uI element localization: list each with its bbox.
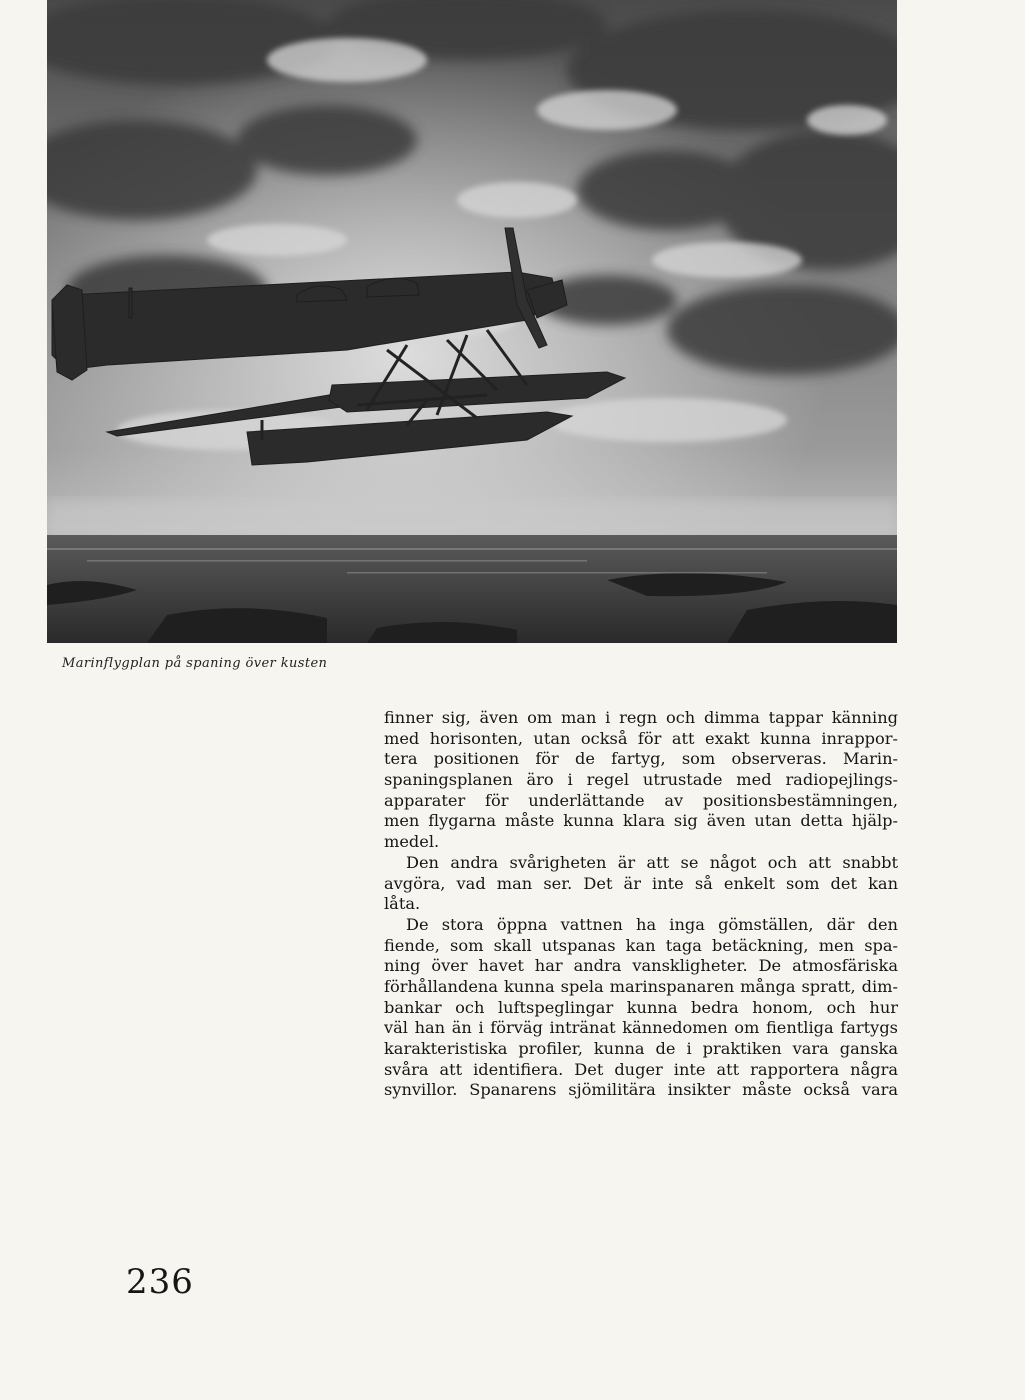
body-line: fiende, som skall utspanas kan taga betäckning, men spa-: [384, 935, 898, 955]
body-line: förhållandena kunna spela marinspanaren många spratt, dim-: [384, 976, 898, 996]
body-line: väl han än i förväg intränat kännedomen om fientliga fartygs: [384, 1018, 898, 1038]
body-line: apparater för underlättande av positionsbestämningen,: [384, 790, 898, 810]
body-text: [384, 708, 898, 1101]
body-line: finner sig, även om man i regn och dimma tappar känning: [384, 708, 898, 727]
page-number: 236: [126, 1262, 194, 1302]
body-line: svåra att identifiera. Det duger inte att rapportera några: [384, 1059, 898, 1079]
photo-caption: Marinflygplan på spaning över kusten: [62, 656, 328, 671]
body-line: ning över havet har andra vanskligheter. De atmosfäriska: [384, 956, 898, 976]
seaplane-photo: [47, 0, 897, 643]
body-line: men flygarna måste kunna klara sig även utan detta hjälp-: [384, 811, 898, 831]
body-line: synvillor. Spanarens sjömilitära insikter måste också vara: [384, 1080, 898, 1100]
body-line: avgöra, vad man ser. Det är inte så enkelt som det kan: [384, 873, 898, 893]
body-line: med horisonten, utan också för att exakt kunna inrappor-: [384, 728, 898, 748]
body-line: bankar och luftspeglingar kunna bedra honom, och hur: [384, 997, 898, 1017]
body-line: låta.: [384, 894, 421, 914]
body-line: De stora öppna vattnen ha inga gömställen, där den: [406, 914, 898, 934]
body-line: spaningsplanen äro i regel utrustade med radiopejlings-: [384, 770, 898, 790]
body-line: Den andra svårigheten är att se något och att snabbt: [406, 852, 898, 872]
body-line: tera positionen för de fartyg, som observeras. Marin-: [384, 749, 898, 769]
body-line: medel.: [384, 832, 440, 852]
body-line: karakteristiska profiler, kunna de i praktiken vara ganska: [384, 1039, 898, 1058]
